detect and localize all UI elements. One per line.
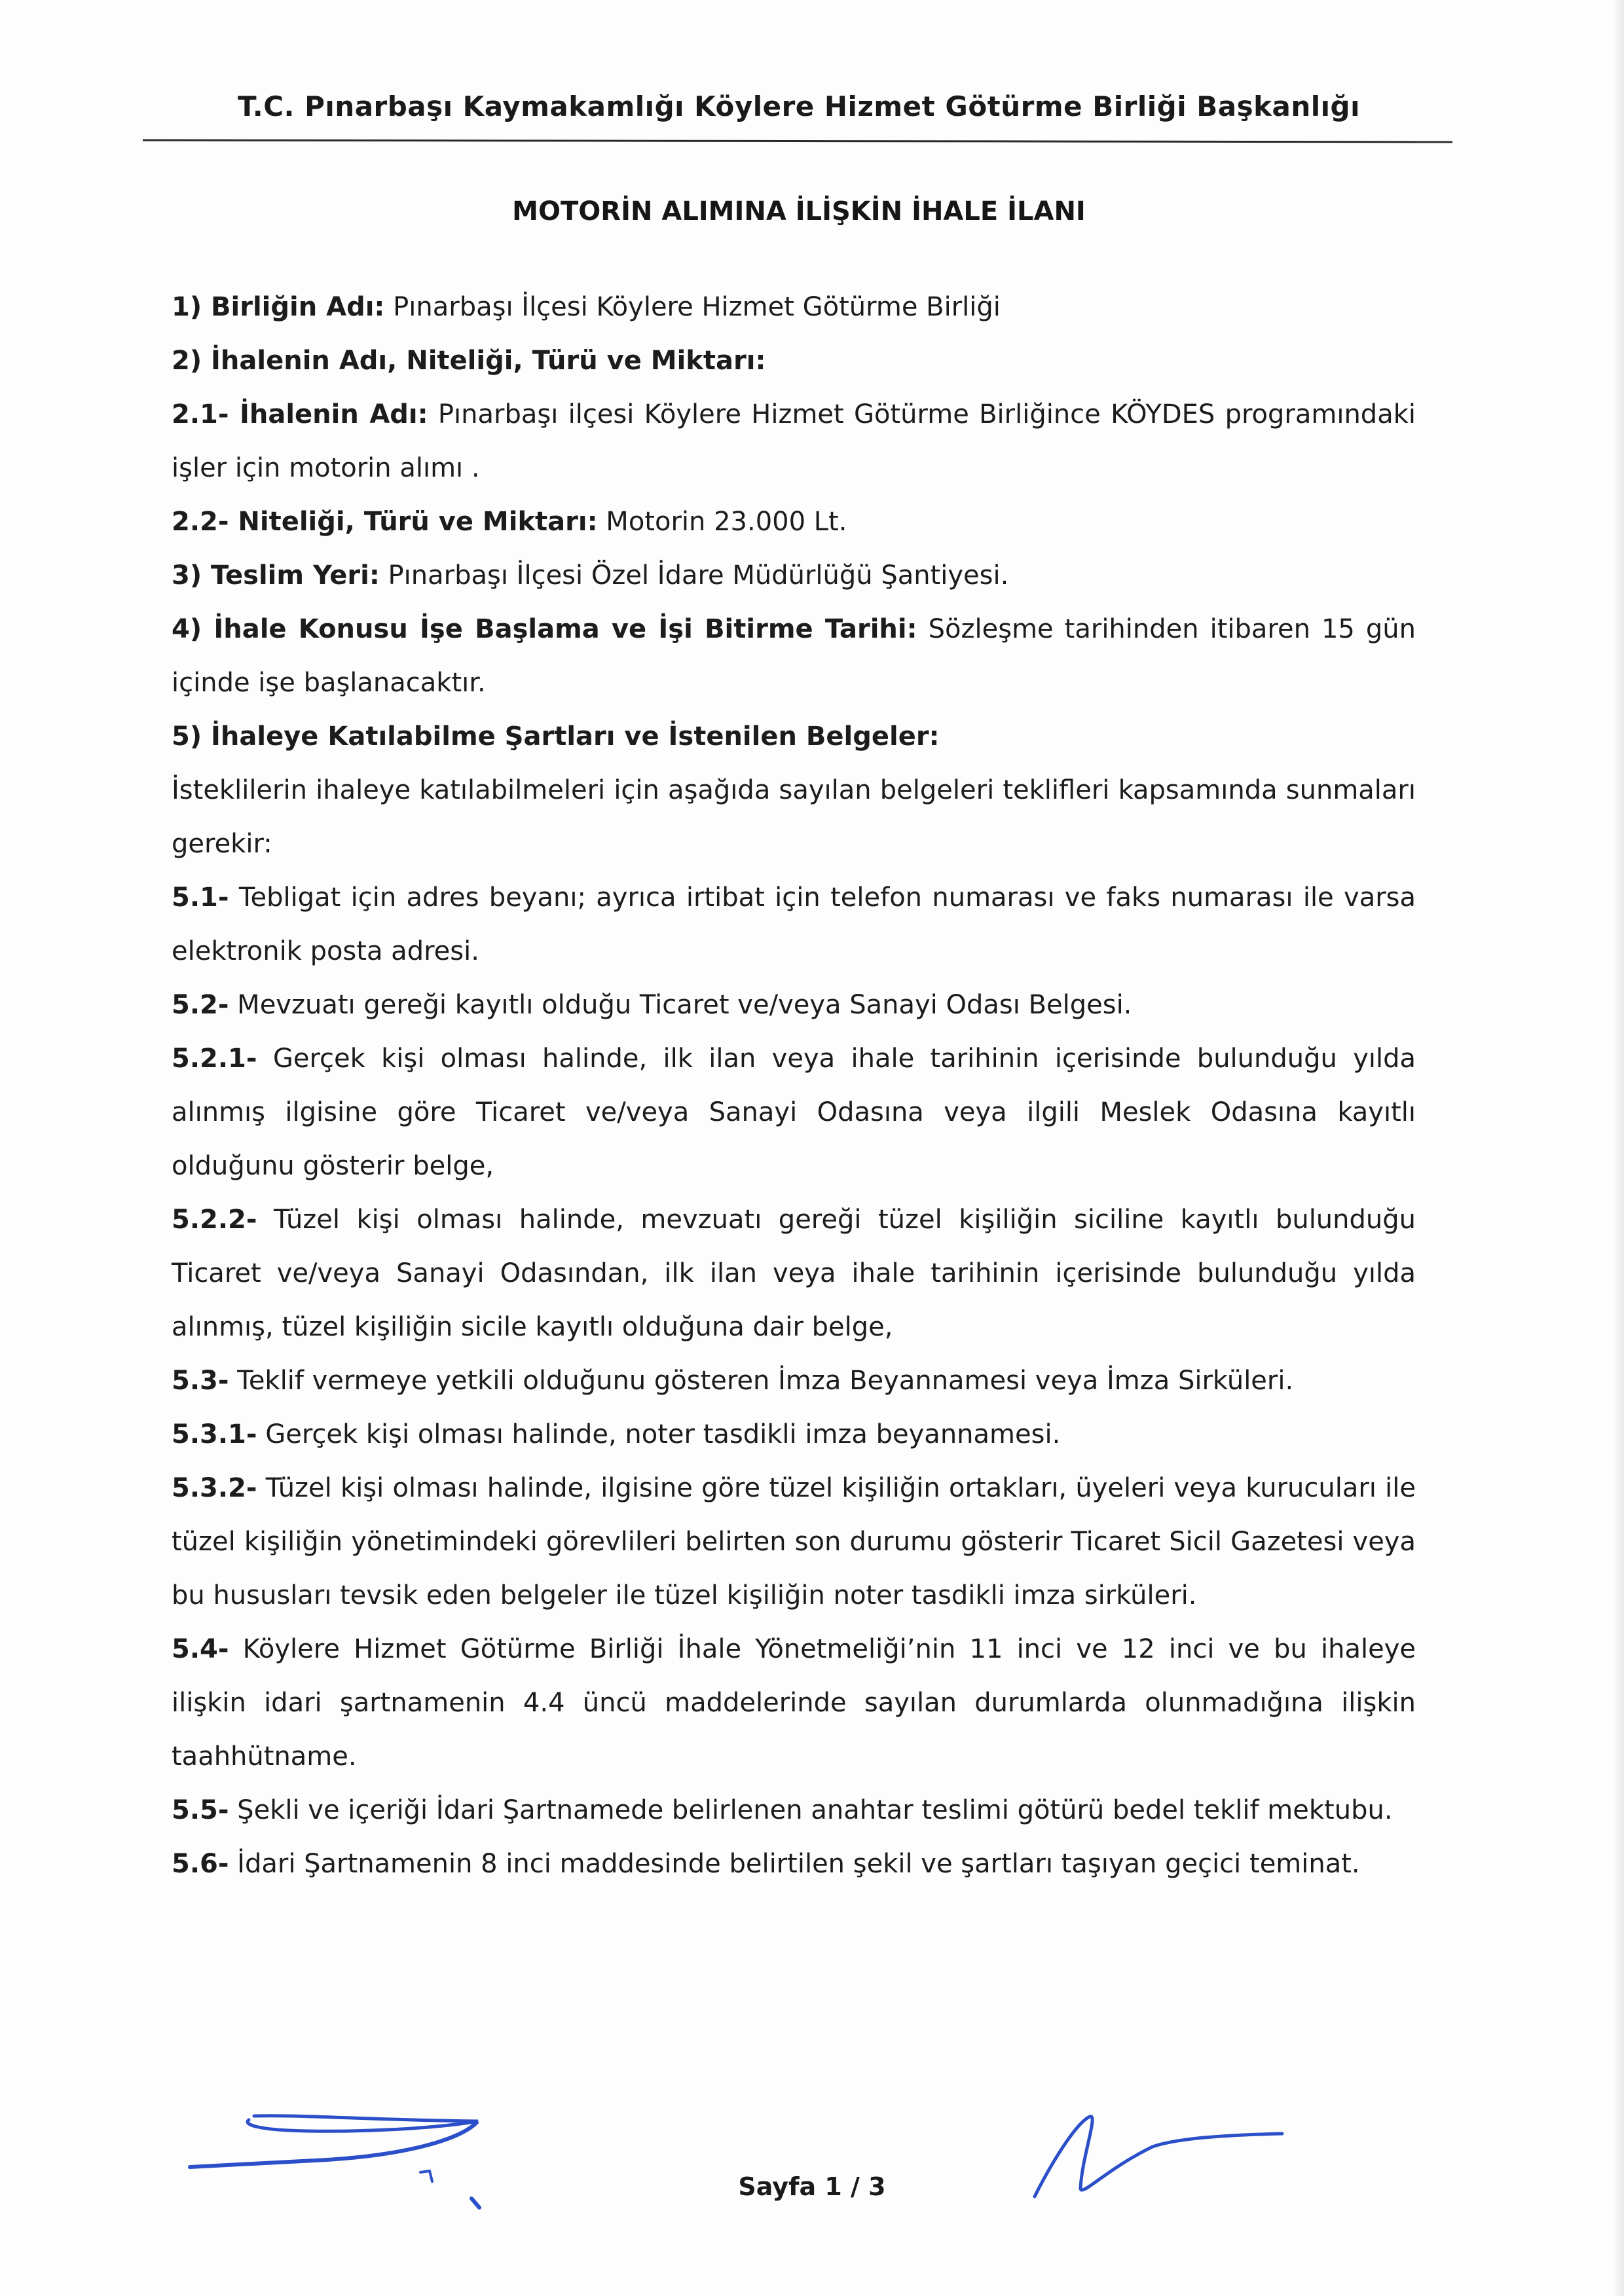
document-title: MOTORİN ALIMINA İLİŞKİN İHALE İLANI: [512, 196, 1086, 227]
section-5-6: [172, 1837, 1416, 1891]
section-label: 5.3.1-: [172, 1419, 257, 1449]
section-label: 5.2-: [172, 990, 229, 1020]
section-5-2: [172, 978, 1416, 1032]
section-label: 5.4-: [172, 1634, 229, 1664]
section-label: 5.2.1-: [172, 1044, 257, 1074]
section-5-2-2: [172, 1193, 1416, 1354]
section-label: 2.2- Niteliği, Türü ve Miktarı:: [172, 507, 598, 537]
section-text: Teklif vermeye yetkili olduğunu gösteren İmza Beyannamesi veya İmza Sirküleri.: [229, 1366, 1294, 1396]
section-5-2-1: [172, 1032, 1416, 1193]
section-label: 5.1-: [172, 883, 229, 913]
section-5-5: [172, 1783, 1416, 1837]
section-2-2: [172, 495, 1416, 549]
section-text: Mevzuatı gereği kayıtlı olduğu Ticaret ve/veya Sanayi Odası Belgesi.: [229, 990, 1132, 1020]
section-text: Pınarbaşı İlçesi Özel İdare Müdürlüğü Şantiyesi.: [379, 560, 1009, 591]
section-label: 3) Teslim Yeri:: [172, 560, 380, 591]
section-text: Pınarbaşı ilçesi Köylere Hizmet Götürme Birliğince KÖYDES programındaki işler için motorin alımı .: [172, 399, 1416, 483]
section-text: Gerçek kişi olması halinde, noter tasdikli imza beyannamesi.: [257, 1419, 1061, 1449]
section-label: 5) İhaleye Katılabilme Şartları ve İstenilen Belgeler:: [172, 721, 940, 752]
section-text: Gerçek kişi olması halinde, ilk ilan veya ihale tarihinin içerisinde bulunduğu yılda alınmış ilgisine göre Ticaret ve/veya Sanayi Odasına veya ilgili Meslek Odasına kayıtlı olduğunu gösterir belge,: [172, 1044, 1416, 1181]
section-1: [172, 280, 1416, 334]
section-text: Köylere Hizmet Götürme Birliği İhale Yönetmeliği’nin 11 inci ve 12 inci ve bu ihaleye ilişkin idari şartnamenin 4.4 üncü maddelerinde sayılan durumlarda olunmadığına ilişkin taahhütname.: [172, 1634, 1416, 1772]
section-text: Sözleşme tarihinden itibaren 15 gün içinde işe başlanacaktır.: [172, 614, 1416, 698]
scan-edge-shadow: [1612, 0, 1624, 2296]
section-text: İdari Şartnamenin 8 inci maddesinde belirtilen şekil ve şartları taşıyan geçici teminat.: [229, 1849, 1360, 1879]
section-label: 5.3.2-: [172, 1473, 257, 1503]
section-5-3-1: [172, 1408, 1416, 1461]
section-5-3: [172, 1354, 1416, 1408]
section-text: Tüzel kişi olması halinde, ilgisine göre tüzel kişiliğin ortakları, üyeleri veya kurucuları ile tüzel kişiliğin yönetimindeki görevlileri belirten son durumu gösterir Ticaret Sicil Gazetesi veya bu hususları tevsik eden belgeler ile tüzel kişiliğin noter tasdikli imza sirküleri.: [172, 1473, 1416, 1611]
section-4: [172, 602, 1416, 710]
section-text: Pınarbaşı İlçesi Köylere Hizmet Götürme Birliği: [384, 292, 1001, 322]
letterhead-title: T.C. Pınarbaşı Kaymakamlığı Köylere Hizmet Götürme Birliği Başkanlığı: [237, 90, 1361, 122]
section-label: 5.6-: [172, 1849, 229, 1879]
page-number: Sayfa 1 / 3: [738, 2172, 886, 2201]
section-5-3-2: [172, 1461, 1416, 1622]
section-5-intro: [172, 763, 1416, 871]
section-label: 2.1- İhalenin Adı:: [172, 399, 428, 429]
signature-left: [183, 2102, 524, 2272]
section-text: İsteklilerin ihaleye katılabilmeleri için aşağıda sayılan belgeleri teklifleri kapsamında sunmaları gerekir:: [172, 775, 1416, 859]
section-text: Şekli ve içeriği İdari Şartnamede belirlenen anahtar teslimi götürü bedel teklif mektubu.: [229, 1795, 1393, 1825]
section-label: 1) Birliğin Adı:: [172, 292, 385, 322]
section-3: [172, 549, 1416, 602]
section-label: 2) İhalenin Adı, Niteliği, Türü ve Miktarı:: [172, 346, 766, 376]
signature-right: [1022, 2105, 1297, 2203]
section-5-4: [172, 1622, 1416, 1783]
section-text: Tebligat için adres beyanı; ayrıca irtibat için telefon numarası ve faks numarası ile varsa elektronik posta adresi.: [172, 883, 1416, 966]
section-5: [172, 710, 1416, 763]
header-divider: [143, 139, 1452, 143]
section-text: Tüzel kişi olması halinde, mevzuatı gereği tüzel kişiliğin siciline kayıtlı bulunduğu Ticaret ve/veya Sanayi Odasından, ilk ilan veya ihale tarihinin içerisinde bulunduğu yılda alınmış, tüzel kişiliğin sicile kayıtlı olduğuna dair belge,: [172, 1205, 1416, 1342]
section-2-1: [172, 388, 1416, 495]
section-label: 5.3-: [172, 1366, 229, 1396]
section-text: Motorin 23.000 Lt.: [597, 507, 847, 537]
section-label: 4) İhale Konusu İşe Başlama ve İşi Bitirme Tarihi:: [172, 614, 917, 644]
section-2: [172, 334, 1416, 388]
section-label: 5.2.2-: [172, 1205, 257, 1235]
document-body: [172, 280, 1416, 1891]
section-label: 5.5-: [172, 1795, 229, 1825]
section-5-1: [172, 871, 1416, 978]
